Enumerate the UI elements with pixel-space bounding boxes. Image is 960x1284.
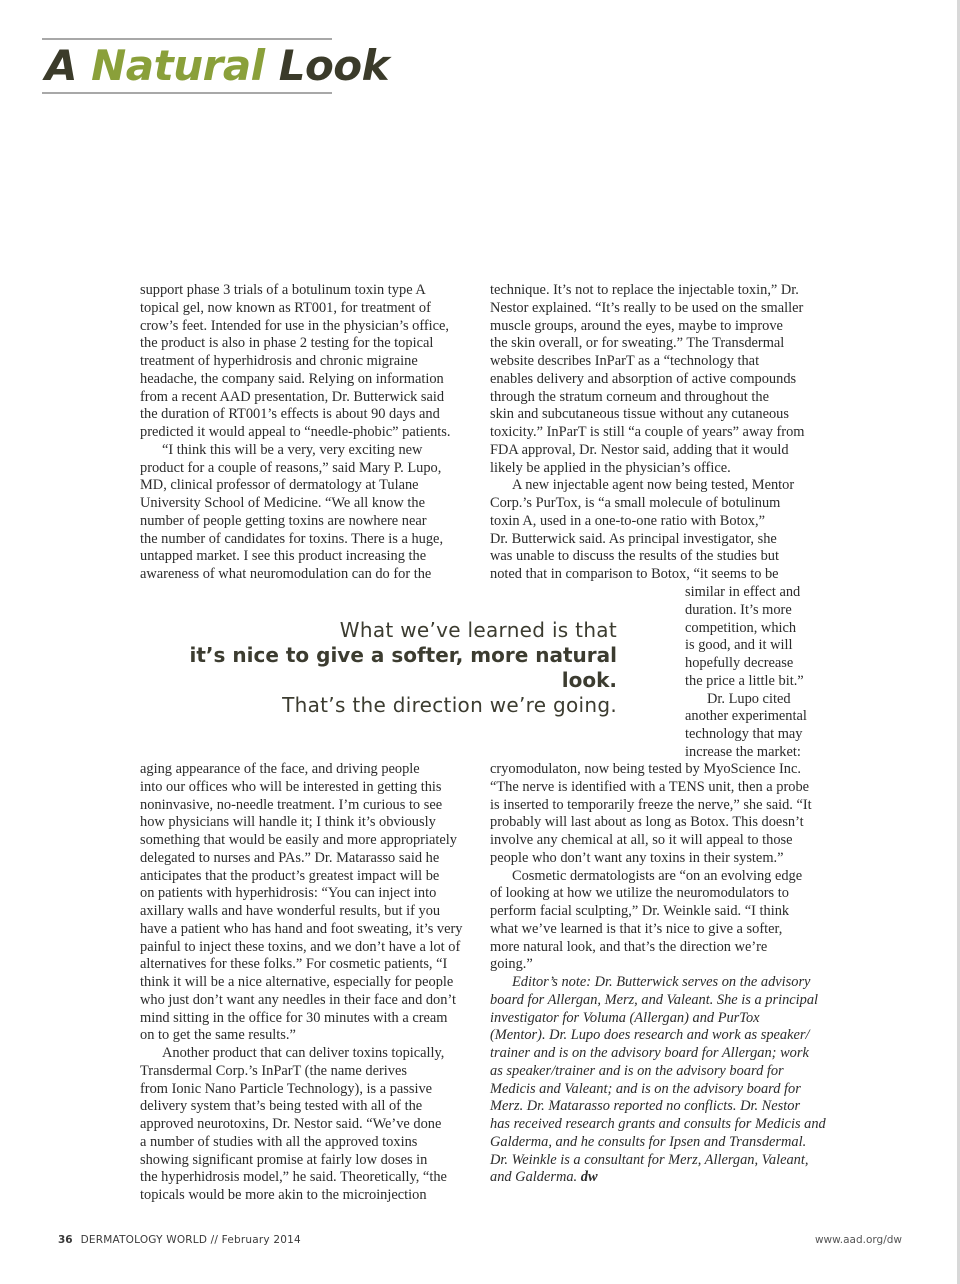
text-line: skin and subcutaneous tissue without any cutaneous: [490, 406, 789, 423]
text-line: technology that may: [685, 726, 803, 742]
text-line: predicted it would appeal to “needle-phobic” patients.: [140, 424, 451, 440]
text-line: delivery system that’s being tested with all of the: [140, 1098, 423, 1115]
text-line: “The nerve is identified with a TENS unit, then a probe: [490, 778, 810, 795]
text-line: delegated to nurses and PAs.” Dr. Matarasso said he: [140, 849, 440, 866]
text-line: cryomodulaton, now being tested by MyoScience Inc.: [490, 761, 801, 777]
text-line: likely be applied in the physician’s office.: [490, 459, 731, 476]
section-header: [42, 38, 390, 94]
text-line: MD, clinical professor of dermatology at Tulane: [140, 477, 419, 494]
text-line: the duration of RT001’s effects is about 90 days and: [140, 406, 440, 423]
text-line: trainer and is on the advisory board for Allergan; work: [490, 1045, 809, 1061]
text-line: investigator for Voluma (Allergan) and PurTox: [490, 1009, 760, 1026]
text-line: more natural look, and that’s the direction we’re: [490, 938, 768, 955]
footer-folio: [58, 1234, 301, 1246]
text-line: noted that in comparison to Botox, “it seems to be: [490, 566, 779, 582]
text-line: how physicians will handle it; I think it’s obviously: [140, 814, 436, 831]
text-line: Medicis and Valeant; and is on the advisory board for: [490, 1080, 801, 1097]
text-line: another experimental: [685, 708, 807, 725]
text-line: “I think this will be a very, very exciting new: [162, 441, 423, 458]
text-line: Nestor explained. “It’s really to be used on the smaller: [490, 299, 804, 316]
text-line: people who don’t want any toxins in their system.”: [490, 849, 784, 866]
text-line: duration. It’s more: [685, 601, 792, 618]
section-title: [45, 41, 390, 90]
text-line: involve any chemical at all, so it will appeal to those: [490, 832, 793, 848]
text-line: competition, which: [685, 619, 797, 636]
text-line: on to get the same results.”: [140, 1027, 296, 1044]
text-line: who just don’t want any needles in their face and don’t: [140, 991, 456, 1008]
text-line: what we’ve learned is that it’s nice to give a softer,: [490, 920, 783, 937]
text-line: is inserted to temporarily freeze the nerve,” she said. “It: [490, 796, 812, 813]
text-line: perform facial sculpting,” Dr. Weinkle said. “I think: [490, 903, 790, 919]
text-line: muscle groups, around the eyes, maybe to improve: [490, 317, 783, 334]
text-line: the hyperhidrosis model,” he said. Theoretically, “the: [140, 1169, 447, 1186]
text-line: from a recent AAD presentation, Dr. Butterwick said: [140, 388, 445, 405]
text-line: axillary walls and have wonderful results, but if you: [140, 903, 441, 919]
text-line: anticipates that the product’s greatest impact will be: [140, 867, 440, 884]
title-word-natural: Natural: [91, 41, 265, 90]
pull-quote: [150, 618, 617, 718]
text-line: Transdermal Corp.’s InParT (the name derives: [140, 1062, 407, 1079]
column-right-narrow: [685, 584, 807, 762]
text-line: Corp.’s PurTox, is “a small molecule of botulinum: [490, 495, 781, 511]
text-line: A new injectable agent now being tested, Mentor: [512, 477, 795, 494]
text-line: have a patient who has hand and foot sweating, it’s very: [140, 920, 463, 937]
text-line: probably will last about as long as Botox. This doesn’t: [490, 814, 804, 831]
text-line: Another product that can deliver toxins topically,: [162, 1045, 445, 1061]
text-line: Galderma, and he consults for Ipsen and Transdermal.: [490, 1133, 807, 1150]
text-line: approved neurotoxins, Dr. Nestor said. “We’ve done: [140, 1116, 442, 1132]
text-line: toxin A, used in a one-to-one ratio with Botox,”: [490, 512, 765, 529]
column-left-top: [140, 282, 450, 584]
text-line: the skin overall, or for sweating.” The Transdermal: [490, 335, 785, 352]
text-line: increase the market:: [685, 743, 801, 760]
header-top-rule: [42, 38, 332, 40]
column-right-bottom: [490, 761, 826, 1187]
text-line: number of people getting toxins are nowhere near: [140, 512, 427, 529]
title-word-look: Look: [278, 41, 390, 90]
signature: dw: [580, 1169, 598, 1186]
text-line: of looking at how we utilize the neuromodulators to: [490, 885, 789, 902]
text-line: alternatives for these folks.” For cosmetic patients, “I: [140, 956, 448, 973]
text-line: product for a couple of reasons,” said Mary P. Lupo,: [140, 459, 442, 476]
text-line: topicals would be more akin to the microinjection: [140, 1187, 427, 1203]
text-line: painful to inject these toxins, and we don’t have a lot of: [140, 938, 461, 955]
text-line: mind sitting in the office for 30 minutes with a cream: [140, 1009, 448, 1026]
text-line: as speaker/trainer and is on the advisory board for: [490, 1062, 784, 1079]
text-line: (Mentor). Dr. Lupo does research and work as speaker/: [490, 1027, 810, 1044]
text-line: support phase 3 trials of a botulinum toxin type A: [140, 282, 426, 298]
text-line: was unable to discuss the results of the studies but: [490, 548, 779, 565]
publication-line: DERMATOLOGY WORLD // February 2014: [80, 1234, 301, 1246]
footer-url: www.aad.org/dw: [814, 1234, 902, 1246]
text-line: has received research grants and consults for Medicis and: [490, 1116, 826, 1132]
text-line: awareness of what neuromodulation can do for the: [140, 566, 432, 582]
text-line: the product is also in phase 2 testing for the topical: [140, 335, 434, 352]
text-line: through the stratum corneum and throughout the: [490, 388, 769, 405]
text-line: the price a little bit.”: [685, 672, 804, 689]
text-line: Dr. Butterwick said. As principal investigator, she: [490, 530, 777, 547]
text-line: aging appearance of the face, and driving people: [140, 761, 420, 777]
text-line: technique. It’s not to replace the injectable toxin,” Dr.: [490, 282, 799, 298]
text-line: headache, the company said. Relying on information: [140, 370, 444, 387]
text-line: into our offices who will be interested in getting this: [140, 778, 442, 795]
text-line: untapped market. I see this product increasing the: [140, 548, 427, 565]
text-line: noninvasive, no-needle treatment. I’m curious to see: [140, 796, 443, 813]
text-line: Cosmetic dermatologists are “on an evolving edge: [512, 867, 803, 884]
text-line: is good, and it will: [685, 637, 793, 654]
text-line: something that would be easily and more appropriately: [140, 832, 457, 848]
text-line: board for Allergan, Merz, and Valeant. She is a principal: [490, 991, 819, 1008]
text-line: Merz. Dr. Matarasso reported no conflicts. Dr. Nestor: [490, 1098, 801, 1115]
text-line: going.”: [490, 956, 533, 973]
text-line: the number of candidates for toxins. There is a huge,: [140, 530, 444, 547]
pull-quote-line-3: That’s the direction we’re going.: [282, 693, 617, 717]
text-line: think it will be a nice alternative, especially for people: [140, 974, 454, 990]
pull-quote-line-1: What we’ve learned is that: [339, 618, 617, 642]
text-line: Dr. Weinkle is a consultant for Merz, Allergan, Valeant,: [490, 1151, 809, 1168]
text-line: hopefully decrease: [685, 655, 794, 671]
text-line: similar in effect and: [685, 584, 801, 600]
text-line: enables delivery and absorption of active compounds: [490, 370, 797, 387]
text-line: on patients with hyperhidrosis: “You can inject into: [140, 885, 437, 902]
column-right-top: [490, 282, 805, 584]
column-left-bottom: [140, 761, 463, 1205]
text-line: and Galderma. dw: [490, 1169, 598, 1186]
text-line: treatment of hyperhidrosis and chronic migraine: [140, 353, 418, 369]
page-number: 36: [58, 1234, 73, 1246]
editors-note: [490, 974, 826, 1187]
text-line: from Ionic Nano Particle Technology), is a passive: [140, 1080, 433, 1097]
text-line: toxicity.” InParT is still “a couple of years” away from: [490, 424, 805, 440]
text-line: website describes InParT as a “technology that: [490, 353, 760, 369]
text-line: showing significant promise at fairly low doses in: [140, 1151, 428, 1168]
text-line: Dr. Lupo cited: [707, 690, 791, 707]
text-line: crow’s feet. Intended for use in the physician’s office,: [140, 317, 450, 334]
title-word-a: A: [45, 41, 78, 90]
header-bottom-rule: [42, 92, 332, 94]
text-line: Editor’s note: Dr. Butterwick serves on the advisory: [512, 974, 811, 990]
text-line: University School of Medicine. “We all know the: [140, 495, 425, 511]
pull-quote-line-2: it’s nice to give a softer, more natural look.: [189, 643, 617, 692]
text-line: topical gel, now known as RT001, for treatment of: [140, 299, 431, 316]
text-line: FDA approval, Dr. Nestor said, adding that it would: [490, 441, 789, 458]
text-line: a number of studies with all the approved toxins: [140, 1133, 418, 1150]
column-right-bottom-body: [490, 761, 826, 974]
